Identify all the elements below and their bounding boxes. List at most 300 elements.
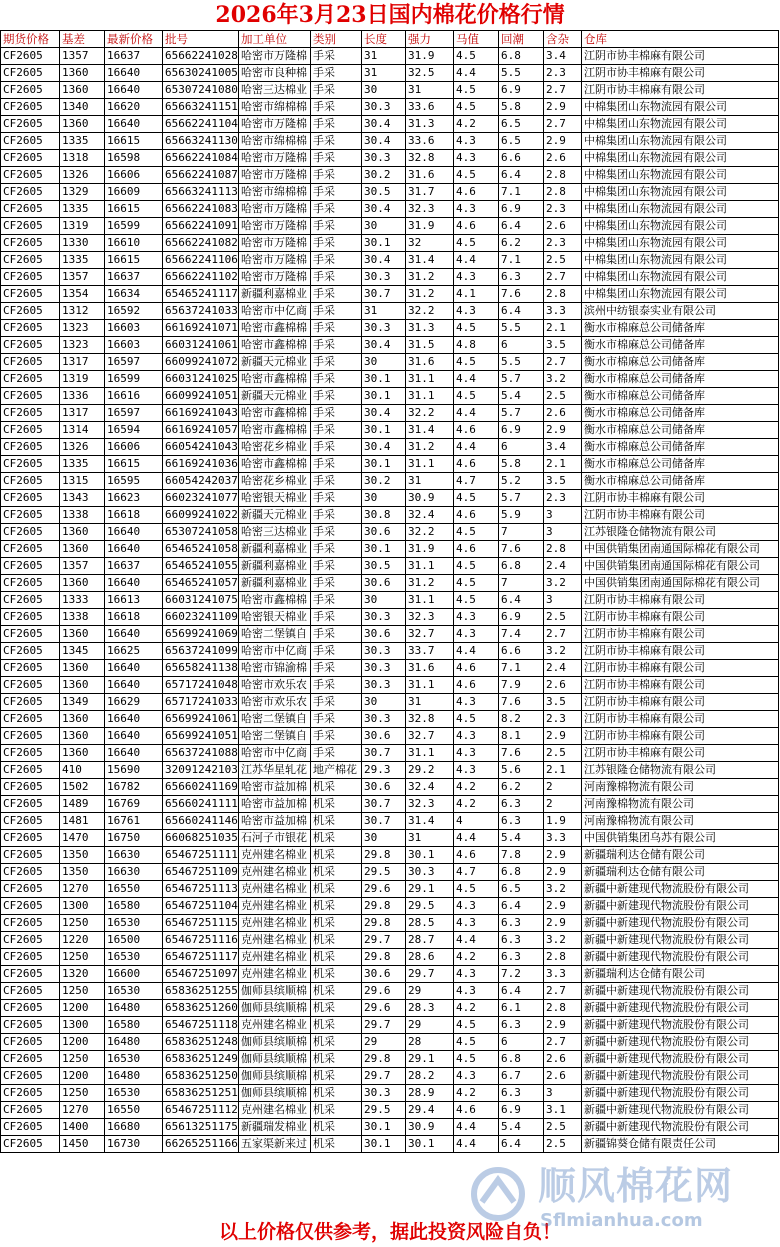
cell-futures-price: CF2605 (1, 983, 60, 1000)
cell-category: 手采 (311, 456, 362, 473)
cell-futures-price: CF2605 (1, 609, 60, 626)
cell-length: 30.1 (362, 1119, 406, 1136)
table-row (1, 762, 779, 779)
cell-strength: 29.4 (406, 1102, 454, 1119)
cell-strength: 31.1 (406, 677, 454, 694)
cell-latest-price: 16603 (105, 337, 163, 354)
cell-latest-price: 16592 (105, 303, 163, 320)
cell-processor: 哈密市中亿商 (239, 745, 311, 762)
cell-latest-price: 16530 (105, 1051, 163, 1068)
table-row (1, 65, 779, 82)
cell-length: 30.4 (362, 405, 406, 422)
cell-batch-number: 65467251117 (163, 949, 239, 966)
cell-moisture: 6.3 (499, 813, 544, 830)
cell-strength: 29.5 (406, 898, 454, 915)
cell-latest-price: 16550 (105, 881, 163, 898)
cell-futures-price: CF2605 (1, 1136, 60, 1153)
cell-basis: 1338 (60, 609, 105, 626)
cell-category: 手采 (311, 439, 362, 456)
cell-futures-price: CF2605 (1, 1051, 60, 1068)
cell-warehouse: 江阴市协丰棉麻有限公司 (582, 507, 779, 524)
cell-category: 机采 (311, 864, 362, 881)
cell-category: 机采 (311, 1102, 362, 1119)
table-row (1, 116, 779, 133)
cell-processor: 哈密市欢乐农 (239, 677, 311, 694)
cell-processor: 哈密市鑫棉棉 (239, 371, 311, 388)
cell-category: 手采 (311, 82, 362, 99)
cell-length: 30 (362, 218, 406, 235)
table-row (1, 830, 779, 847)
cell-batch-number: 65660241169 (163, 779, 239, 796)
table-row (1, 864, 779, 881)
cell-category: 手采 (311, 507, 362, 524)
cell-category: 机采 (311, 983, 362, 1000)
cell-strength: 31.2 (406, 439, 454, 456)
cell-latest-price: 16580 (105, 898, 163, 915)
cell-batch-number: 65836251260 (163, 1000, 239, 1017)
cell-micronaire: 4.4 (454, 439, 499, 456)
cell-micronaire: 4.2 (454, 779, 499, 796)
table-row (1, 218, 779, 235)
cell-strength: 29.7 (406, 966, 454, 983)
cell-trash: 2.3 (544, 235, 582, 252)
cell-micronaire: 4.5 (454, 48, 499, 65)
cell-futures-price: CF2605 (1, 575, 60, 592)
cell-latest-price: 16599 (105, 218, 163, 235)
cell-futures-price: CF2605 (1, 694, 60, 711)
cell-moisture: 7.6 (499, 694, 544, 711)
cell-micronaire: 4.5 (454, 490, 499, 507)
cell-trash: 3.4 (544, 48, 582, 65)
cell-warehouse: 新疆中新建现代物流股份有限公司 (582, 1085, 779, 1102)
cell-length: 30.2 (362, 167, 406, 184)
cell-trash: 3.5 (544, 337, 582, 354)
cell-trash: 3.5 (544, 694, 582, 711)
cell-trash: 2.5 (544, 1136, 582, 1153)
cell-futures-price: CF2605 (1, 439, 60, 456)
cell-basis: 1300 (60, 898, 105, 915)
cell-warehouse: 江阴市协丰棉麻有限公司 (582, 48, 779, 65)
cell-basis: 1250 (60, 915, 105, 932)
cell-micronaire: 4.5 (454, 575, 499, 592)
cell-batch-number: 65836251250 (163, 1068, 239, 1085)
cell-trash: 2.7 (544, 983, 582, 1000)
column-header-basis: 基差 (60, 31, 105, 48)
cell-length: 30.1 (362, 235, 406, 252)
cell-processor: 五家渠新来过 (239, 1136, 311, 1153)
cell-length: 30.7 (362, 745, 406, 762)
cell-futures-price: CF2605 (1, 1068, 60, 1085)
table-row (1, 609, 779, 626)
cell-batch-number: 65467251116 (163, 932, 239, 949)
cell-category: 机采 (311, 830, 362, 847)
cell-futures-price: CF2605 (1, 82, 60, 99)
table-row (1, 252, 779, 269)
cell-micronaire: 4.6 (454, 422, 499, 439)
cell-category: 手采 (311, 354, 362, 371)
cell-batch-number: 65662241082 (163, 235, 239, 252)
cell-category: 机采 (311, 1017, 362, 1034)
cell-trash: 3 (544, 524, 582, 541)
cell-micronaire: 4.5 (454, 711, 499, 728)
table-row (1, 286, 779, 303)
cell-batch-number: 66169241071 (163, 320, 239, 337)
cell-category: 手采 (311, 660, 362, 677)
cell-processor: 哈密市鑫棉棉 (239, 337, 311, 354)
cell-basis: 1349 (60, 694, 105, 711)
cell-strength: 32.2 (406, 303, 454, 320)
cell-futures-price: CF2605 (1, 473, 60, 490)
cell-basis: 1250 (60, 1051, 105, 1068)
cell-futures-price: CF2605 (1, 847, 60, 864)
cell-micronaire: 4.3 (454, 694, 499, 711)
cell-trash: 2.7 (544, 626, 582, 643)
cell-warehouse: 新疆中新建现代物流股份有限公司 (582, 983, 779, 1000)
cell-latest-price: 16640 (105, 626, 163, 643)
cell-category: 手采 (311, 609, 362, 626)
cell-warehouse: 中棉集团山东物流园有限公司 (582, 150, 779, 167)
cell-latest-price: 16530 (105, 1085, 163, 1102)
cell-warehouse: 江阴市协丰棉麻有限公司 (582, 728, 779, 745)
cell-strength: 31.1 (406, 745, 454, 762)
cell-latest-price: 16761 (105, 813, 163, 830)
cell-category: 手采 (311, 473, 362, 490)
cell-micronaire: 4.4 (454, 371, 499, 388)
cell-trash: 3.2 (544, 881, 582, 898)
cell-moisture: 6.3 (499, 1017, 544, 1034)
cell-batch-number: 65465241058 (163, 541, 239, 558)
cell-moisture: 6.3 (499, 1085, 544, 1102)
cell-moisture: 7.6 (499, 286, 544, 303)
cell-futures-price: CF2605 (1, 1119, 60, 1136)
cell-trash: 2.9 (544, 898, 582, 915)
cell-length: 31 (362, 48, 406, 65)
cell-micronaire: 4.5 (454, 235, 499, 252)
cell-category: 手采 (311, 150, 362, 167)
cell-warehouse: 中棉集团山东物流园有限公司 (582, 286, 779, 303)
cell-micronaire: 4.3 (454, 745, 499, 762)
cell-warehouse: 新疆中新建现代物流股份有限公司 (582, 915, 779, 932)
cell-category: 手采 (311, 371, 362, 388)
cell-processor: 哈密市万隆棉 (239, 218, 311, 235)
cell-strength: 32.8 (406, 711, 454, 728)
cell-trash: 2.8 (544, 184, 582, 201)
cell-basis: 1400 (60, 1119, 105, 1136)
cell-category: 手采 (311, 337, 362, 354)
cell-processor: 哈密市欢乐农 (239, 694, 311, 711)
table-row (1, 932, 779, 949)
cell-latest-price: 16637 (105, 558, 163, 575)
cell-category: 手采 (311, 711, 362, 728)
cell-category: 机采 (311, 1034, 362, 1051)
cell-micronaire: 4.4 (454, 65, 499, 82)
cell-moisture: 6.4 (499, 898, 544, 915)
cell-category: 手采 (311, 303, 362, 320)
cell-micronaire: 4.5 (454, 524, 499, 541)
cell-micronaire: 4.5 (454, 82, 499, 99)
cell-category: 机采 (311, 1068, 362, 1085)
cell-trash: 2.9 (544, 99, 582, 116)
cell-futures-price: CF2605 (1, 456, 60, 473)
cell-basis: 1360 (60, 728, 105, 745)
cell-latest-price: 16530 (105, 915, 163, 932)
cell-batch-number: 65613251175 (163, 1119, 239, 1136)
cell-processor: 克州建名棉业 (239, 898, 311, 915)
column-header-latest-price: 最新价格 (105, 31, 163, 48)
cell-length: 30.3 (362, 643, 406, 660)
table-row (1, 558, 779, 575)
table-row (1, 949, 779, 966)
cell-basis: 1335 (60, 201, 105, 218)
cell-trash: 2.5 (544, 609, 582, 626)
cell-length: 30.3 (362, 711, 406, 728)
cell-strength: 33.6 (406, 133, 454, 150)
disclaimer: 以上价格仅供参考，据此投资风险自负！ (218, 1221, 561, 1243)
cell-length: 29.8 (362, 949, 406, 966)
cell-strength: 31.3 (406, 320, 454, 337)
cell-strength: 30.9 (406, 1119, 454, 1136)
cell-strength: 31.9 (406, 541, 454, 558)
cell-warehouse: 江阴市协丰棉麻有限公司 (582, 626, 779, 643)
table-row (1, 575, 779, 592)
cell-strength: 31.9 (406, 218, 454, 235)
cell-processor: 伽师县缤顺棉 (239, 983, 311, 1000)
cell-moisture: 6.5 (499, 881, 544, 898)
watermark-url: Sflmianhua.com (540, 1210, 703, 1231)
cell-length: 30.4 (362, 133, 406, 150)
cell-processor: 克州建名棉业 (239, 915, 311, 932)
cell-micronaire: 4.3 (454, 728, 499, 745)
cell-moisture: 7.1 (499, 252, 544, 269)
cell-latest-price: 16595 (105, 473, 163, 490)
cell-category: 手采 (311, 252, 362, 269)
cell-length: 30.3 (362, 660, 406, 677)
table-row (1, 711, 779, 728)
cell-basis: 1200 (60, 1068, 105, 1085)
cell-basis: 1360 (60, 626, 105, 643)
cell-strength: 31.2 (406, 269, 454, 286)
cell-futures-price: CF2605 (1, 949, 60, 966)
cell-length: 30.7 (362, 813, 406, 830)
cell-length: 30.4 (362, 201, 406, 218)
cell-futures-price: CF2605 (1, 133, 60, 150)
cell-category: 机采 (311, 813, 362, 830)
cell-category: 手采 (311, 320, 362, 337)
cell-basis: 1326 (60, 167, 105, 184)
cell-category: 机采 (311, 779, 362, 796)
column-header-processor: 加工单位 (239, 31, 311, 48)
cell-strength: 31 (406, 82, 454, 99)
cell-batch-number: 65836251248 (163, 1034, 239, 1051)
cell-warehouse: 中国供销集团南通国际棉花有限公司 (582, 541, 779, 558)
cell-micronaire: 4.3 (454, 626, 499, 643)
cell-basis: 1360 (60, 711, 105, 728)
cell-latest-price: 16615 (105, 456, 163, 473)
cell-warehouse: 滨州中纺银泰实业有限公司 (582, 303, 779, 320)
cell-warehouse: 新疆中新建现代物流股份有限公司 (582, 898, 779, 915)
table-row (1, 881, 779, 898)
cell-strength: 31.6 (406, 167, 454, 184)
cell-trash: 3.1 (544, 1102, 582, 1119)
cell-micronaire: 4.6 (454, 1102, 499, 1119)
cell-basis: 1250 (60, 1085, 105, 1102)
cell-trash: 3.2 (544, 643, 582, 660)
column-header-micronaire: 马值 (454, 31, 499, 48)
cell-basis: 1343 (60, 490, 105, 507)
cell-length: 30.1 (362, 456, 406, 473)
cell-processor: 哈密市中亿商 (239, 643, 311, 660)
cell-trash: 2.7 (544, 354, 582, 371)
cell-micronaire: 4.1 (454, 286, 499, 303)
cell-futures-price: CF2605 (1, 286, 60, 303)
table-row (1, 728, 779, 745)
cell-moisture: 5.7 (499, 490, 544, 507)
cell-length: 29.7 (362, 932, 406, 949)
cell-processor: 哈密市万隆棉 (239, 167, 311, 184)
cell-warehouse: 衡水市棉麻总公司储备库 (582, 439, 779, 456)
cell-moisture: 6.9 (499, 82, 544, 99)
cell-latest-price: 16610 (105, 235, 163, 252)
cell-batch-number: 65717241033 (163, 694, 239, 711)
cell-warehouse: 衡水市棉麻总公司储备库 (582, 354, 779, 371)
cell-latest-price: 16618 (105, 609, 163, 626)
cell-batch-number: 66265251166 (163, 1136, 239, 1153)
cell-trash: 2.3 (544, 711, 582, 728)
cell-futures-price: CF2605 (1, 728, 60, 745)
cell-length: 30 (362, 592, 406, 609)
cell-warehouse: 新疆中新建现代物流股份有限公司 (582, 1000, 779, 1017)
cell-latest-price: 16623 (105, 490, 163, 507)
cell-category: 机采 (311, 1000, 362, 1017)
cell-latest-price: 16640 (105, 116, 163, 133)
cell-basis: 1360 (60, 116, 105, 133)
cell-moisture: 7.2 (499, 966, 544, 983)
cell-basis: 1314 (60, 422, 105, 439)
table-row (1, 388, 779, 405)
cell-processor: 哈密市万隆棉 (239, 269, 311, 286)
cell-moisture: 6.3 (499, 915, 544, 932)
cell-processor: 哈密市鑫棉棉 (239, 320, 311, 337)
table-row (1, 456, 779, 473)
table-row (1, 405, 779, 422)
cell-latest-price: 16640 (105, 745, 163, 762)
cell-trash: 2.9 (544, 864, 582, 881)
cell-strength: 32.4 (406, 779, 454, 796)
cell-warehouse: 新疆中新建现代物流股份有限公司 (582, 881, 779, 898)
table-row (1, 524, 779, 541)
cell-micronaire: 4.3 (454, 915, 499, 932)
cell-basis: 1470 (60, 830, 105, 847)
cell-latest-price: 16480 (105, 1000, 163, 1017)
cell-batch-number: 65836251251 (163, 1085, 239, 1102)
cell-warehouse: 河南豫棉物流有限公司 (582, 779, 779, 796)
cell-micronaire: 4.3 (454, 898, 499, 915)
cell-warehouse: 中棉集团山东物流园有限公司 (582, 184, 779, 201)
cell-micronaire: 4.6 (454, 660, 499, 677)
cell-futures-price: CF2605 (1, 1085, 60, 1102)
cell-futures-price: CF2605 (1, 830, 60, 847)
cell-batch-number: 66031241075 (163, 592, 239, 609)
cell-length: 29.8 (362, 898, 406, 915)
cell-processor: 克州建名棉业 (239, 1017, 311, 1034)
cell-length: 30 (362, 82, 406, 99)
table-row (1, 337, 779, 354)
cell-moisture: 6.4 (499, 303, 544, 320)
cell-processor: 哈密市鑫棉棉 (239, 422, 311, 439)
cell-batch-number: 66099241022 (163, 507, 239, 524)
cell-batch-number: 66054242037 (163, 473, 239, 490)
cell-futures-price: CF2605 (1, 99, 60, 116)
cell-category: 手采 (311, 405, 362, 422)
cell-futures-price: CF2605 (1, 371, 60, 388)
cell-length: 29.8 (362, 847, 406, 864)
cell-moisture: 6.7 (499, 1068, 544, 1085)
cell-latest-price: 16640 (105, 575, 163, 592)
cell-basis: 1450 (60, 1136, 105, 1153)
cell-trash: 2.5 (544, 745, 582, 762)
cell-batch-number: 66099241051 (163, 388, 239, 405)
cell-futures-price: CF2605 (1, 966, 60, 983)
cell-trash: 2.6 (544, 1051, 582, 1068)
cell-basis: 1250 (60, 983, 105, 1000)
cell-moisture: 6.6 (499, 150, 544, 167)
cell-warehouse: 河南豫棉物流有限公司 (582, 813, 779, 830)
cell-futures-price: CF2605 (1, 524, 60, 541)
cell-warehouse: 江阴市协丰棉麻有限公司 (582, 745, 779, 762)
cell-futures-price: CF2605 (1, 167, 60, 184)
cell-futures-price: CF2605 (1, 507, 60, 524)
cell-moisture: 7.6 (499, 541, 544, 558)
cell-basis: 1345 (60, 643, 105, 660)
cell-latest-price: 16480 (105, 1034, 163, 1051)
cell-warehouse: 新疆中新建现代物流股份有限公司 (582, 949, 779, 966)
cell-length: 29.6 (362, 1000, 406, 1017)
cell-basis: 1323 (60, 320, 105, 337)
table-row (1, 1085, 779, 1102)
cell-basis: 1317 (60, 354, 105, 371)
cell-length: 30.4 (362, 439, 406, 456)
cell-warehouse: 中棉集团山东物流园有限公司 (582, 269, 779, 286)
cell-futures-price: CF2605 (1, 303, 60, 320)
table-row (1, 847, 779, 864)
cell-trash: 2.6 (544, 405, 582, 422)
cell-micronaire: 4.5 (454, 99, 499, 116)
cell-warehouse: 新疆中新建现代物流股份有限公司 (582, 1102, 779, 1119)
column-header-strength: 强力 (406, 31, 454, 48)
cell-strength: 32.3 (406, 609, 454, 626)
cell-strength: 31 (406, 473, 454, 490)
cell-latest-price: 16609 (105, 184, 163, 201)
cell-latest-price: 16606 (105, 439, 163, 456)
cell-basis: 1360 (60, 745, 105, 762)
cell-latest-price: 16594 (105, 422, 163, 439)
cell-length: 30.4 (362, 337, 406, 354)
cell-trash: 3.2 (544, 575, 582, 592)
cell-batch-number: 65467251111 (163, 847, 239, 864)
table-row (1, 371, 779, 388)
cell-micronaire: 4.2 (454, 1000, 499, 1017)
cell-latest-price: 16613 (105, 592, 163, 609)
cell-trash: 2 (544, 796, 582, 813)
cell-length: 30.3 (362, 269, 406, 286)
cell-length: 30.4 (362, 116, 406, 133)
cell-processor: 克州建名棉业 (239, 864, 311, 881)
cell-moisture: 7.9 (499, 677, 544, 694)
cell-processor: 哈密市万隆棉 (239, 150, 311, 167)
cell-latest-price: 16640 (105, 677, 163, 694)
cell-basis: 1312 (60, 303, 105, 320)
cell-latest-price: 16730 (105, 1136, 163, 1153)
